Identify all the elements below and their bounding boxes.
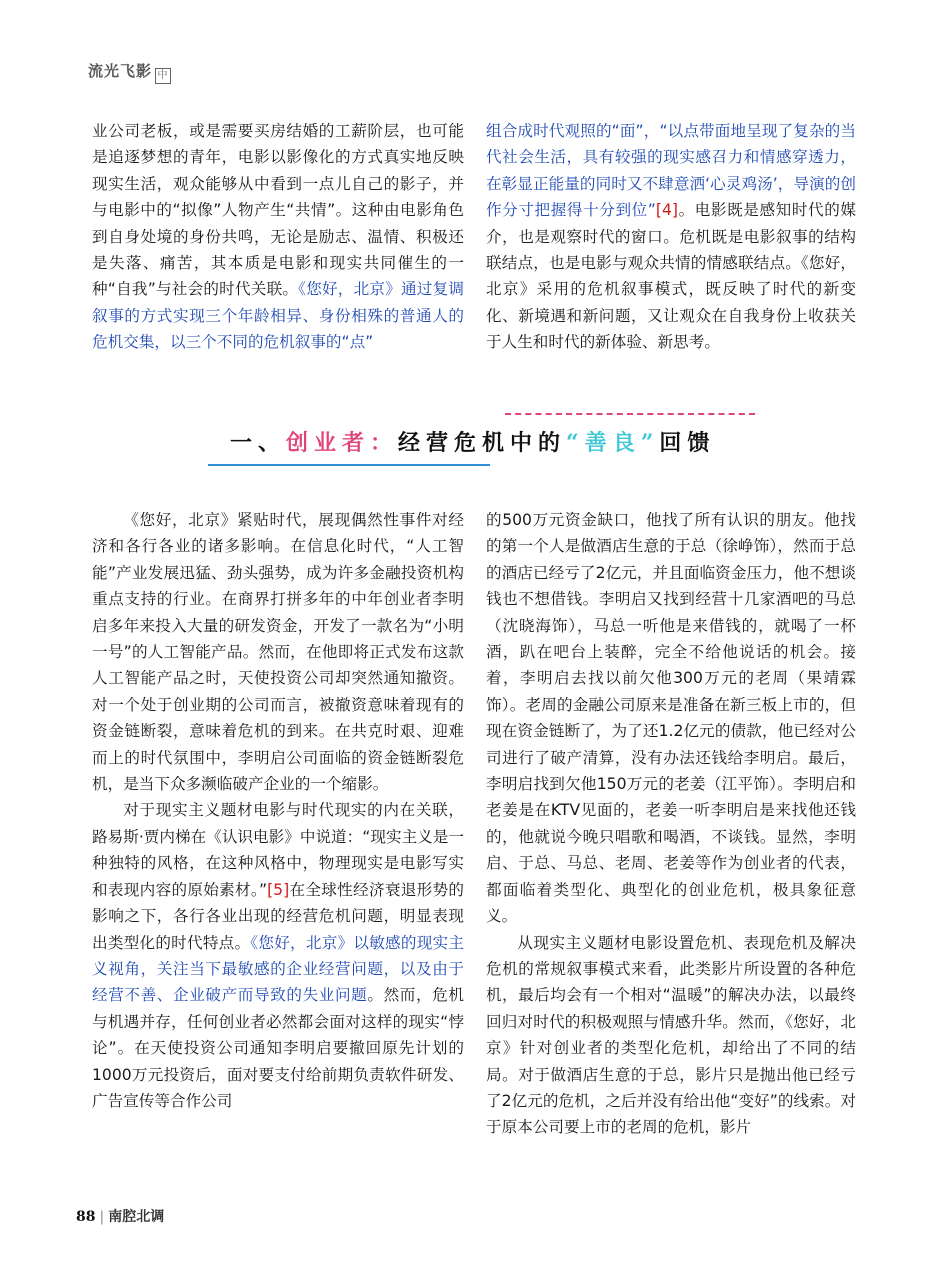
- title-cyan: “善良”: [566, 430, 660, 456]
- left-p2-b: 在全球性经济衰退形势的影响之下，各行各业出现的经营危机问题，明显表现出类型化的时代特点。: [92, 880, 464, 952]
- title-prefix: 一、: [230, 430, 287, 456]
- right-paragraph-1: 的500万元资金缺口，他找了所有认识的朋友。他找的第一个人是做酒店生意的于总（徐峥饰），然而于总的酒店已经亏了2亿元，并且面临资金压力，他不想谈钱也不想借钱。李明启又找到经营十几家酒吧的马总（沈晓海饰），马总一听他是来借钱的，就喝了一杯酒，趴在吧台上装醉，完全不给他说话的机会。接着，李明启去找以前欠他300万元的老周（果靖霖饰）。老周的金融公司原来是准备在新三板上市的，但现在资金链断了，为了还1.2亿元的债款，他已经对公司进行了破产清算，没有办法还钱给李明启。最后，李明启找到欠他150万元的老姜（江平饰）。李明启和老姜是在KTV见面的，老姜一听李明启是来找他还钱的，他就说今晚只唱歌和喝酒，不谈钱。显然，李明启、于总、马总、老周、老姜等作为创业者的代表，都面临着类型化、典型化的创业危机，极具象征意义。: [486, 511, 856, 926]
- left-p2-a: 对于现实主义题材电影与时代现实的内在关联，路易斯·贾内梯在《认识电影》中说道：“现实主义是一种独特的风格，在这种风格中，物理现实是电影写实和表现内容的原始素材。”: [92, 801, 464, 899]
- top-right-paragraph: [486, 118, 856, 356]
- section-label: 流光飞影: [88, 62, 153, 80]
- left-p2-highlight: 《您好，北京》以敏感的现实主义视角，关注当下最敏感的企业经营问题，以及由于经营不善、企业破产而导致的失业问题: [92, 933, 464, 1005]
- section-title-block: [0, 410, 950, 470]
- top-left-text: 业公司老板，或是需要买房结婚的工薪阶层，也可能是追逐梦想的青年，电影以影像化的方式真实地反映现实生活，观众能够从中看到一点儿自己的影子，并与电影中的“拟像”人物产生“共情”。这种由电影角色到自身处境的身份共鸣，无论是励志、温情、积极还是失落、痛苦，其本质是电影和现实共同催生的一种“自我”与社会的时代关联。: [92, 122, 464, 299]
- page-number: 88: [76, 1209, 96, 1225]
- left-paragraph-1: 《您好，北京》紧贴时代，展现偶然性事件对经济和各行各业的诸多影响。在信息化时代，“人工智能”产业发展迅猛、劲头强势，成为许多金融投资机构重点支持的行业。在商界打拼多年的中年创业者李明启多年来投入大量的研发资金，开发了一款名为“小明一号”的人工智能产品。然而，在他即将正式发布这款人工智能产品之时，天使投资公司却突然通知撤资。对一个处于创业期的公司而言，被撤资意味着现有的资金链断裂，意味着危机的到来。在共克时艰、迎难而上的时代氛围中，李明启公司面临的资金链断裂危机，是当下众多濒临破产企业的一个缩影。: [92, 511, 464, 794]
- top-right-highlight: 组合成时代观照的“面”，“以点带面地呈现了复杂的当代社会生活，具有较强的现实感召力和情感穿透力，在彰显正能量的同时又不肆意洒‘心灵鸡汤’，导演的创作分寸把握得十分到位”: [486, 122, 856, 220]
- top-left-highlight: 《您好，北京》通过复调叙事的方式实现三个年龄相异、身份相殊的普通人的危机交集，以三个不同的危机叙事的“点”: [92, 280, 464, 352]
- citation-4: [4]: [655, 201, 678, 220]
- top-left-paragraph: [92, 118, 464, 356]
- left-p2-c: 。然而，危机与机遇并存，任何创业者必然都会面对这样的现实“悖论”。在天使投资公司通知李明启要撤回原先计划的1000万元投资后，面对要支付给前期负责软件研发、广告宣传等合作公司: [92, 986, 464, 1110]
- title-dashed-rule: [505, 413, 755, 415]
- page-footer: [76, 1206, 164, 1226]
- left-column: [92, 507, 464, 1114]
- title-suffix: 回馈: [659, 430, 716, 456]
- top-right-text: 。电影既是感知时代的媒介，也是观察时代的窗口。危机既是电影叙事的结构联结点，也是电影与观众共情的情感联结点。《您好，北京》采用的危机叙事模式，既反映了时代的新变化、新境遇和新问题，又让观众在自我身份上收获关于人生和时代的新体验、新思考。: [486, 201, 856, 352]
- title-pink: 创业者：: [286, 430, 399, 456]
- page-header: [88, 60, 171, 82]
- section-box-icon: 中: [155, 68, 171, 84]
- right-paragraph-2: 从现实主义题材电影设置危机、表现危机及解决危机的常规叙事模式来看，此类影片所设置的各种危机，最后均会有一个相对“温暖”的解决办法，以最终回归对时代的积极观照与情感升华。然而，《您好，北京》针对创业者的类型化危机，却给出了不同的结局。对于做酒店生意的于总，影片只是抛出他已经亏了2亿元的危机，之后并没有给出他“变好”的线索。对于原本公司要上市的老周的危机，影片: [486, 933, 856, 1137]
- left-paragraph-2: [92, 797, 464, 1114]
- top-right-column: [486, 118, 856, 356]
- section-title: [230, 426, 715, 457]
- footer-separator: |: [99, 1209, 105, 1225]
- top-left-column: [92, 118, 464, 356]
- title-middle: 经营危机中的: [398, 430, 567, 456]
- journal-name: 南腔北调: [108, 1209, 165, 1225]
- title-underline: [208, 464, 490, 466]
- citation-5: [5]: [267, 880, 290, 899]
- right-column: [486, 507, 856, 1141]
